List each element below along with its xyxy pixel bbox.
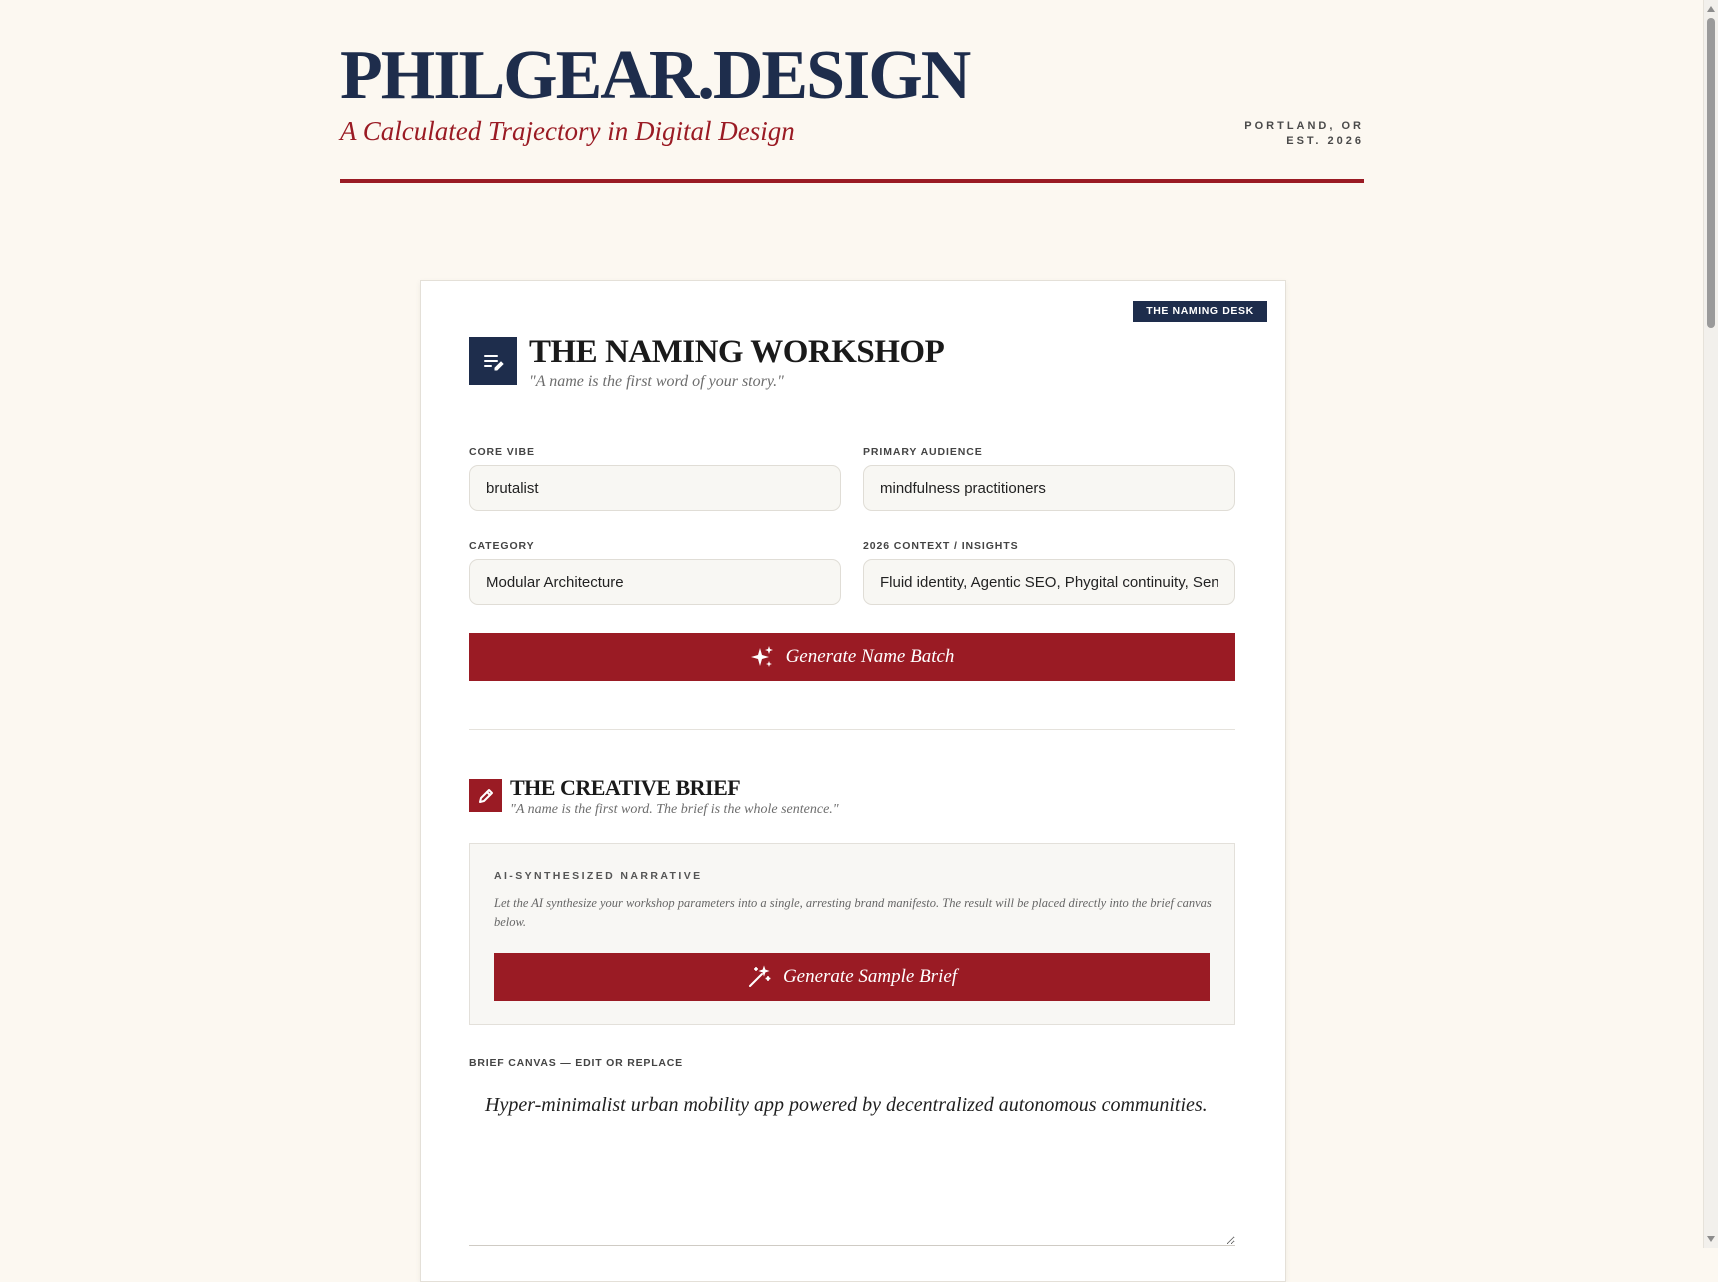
sparkles-icon (750, 645, 774, 669)
creative-brief-subtitle: "A name is the first word. The brief is the whole sentence." (510, 802, 839, 817)
notes-pen-icon (469, 337, 517, 385)
pencil-icon (469, 779, 502, 812)
ai-narrative-label: AI-SYNTHESIZED NARRATIVE (494, 870, 703, 882)
masthead-rule (340, 179, 1364, 183)
workshop-title: THE NAMING WORKSHOP (529, 334, 945, 370)
ai-narrative-panel (469, 843, 1235, 1025)
workshop-header (469, 334, 945, 392)
page-scrollbar[interactable] (1703, 0, 1718, 1248)
generate-name-batch-label: Generate Name Batch (785, 646, 955, 667)
location-city: PORTLAND, OR (1244, 120, 1364, 132)
creative-brief-header (469, 775, 839, 818)
context-input[interactable] (863, 559, 1235, 605)
location-stamp (1244, 119, 1364, 149)
ai-narrative-description: Let the AI synthesize your workshop parameters into a single, arresting brand manifesto. The result will be placed directly into the brief canvas below. (494, 896, 1212, 929)
scroll-down-arrow-icon[interactable] (1707, 1236, 1715, 1242)
scroll-up-arrow-icon[interactable] (1707, 6, 1715, 12)
generate-sample-brief-button[interactable] (494, 953, 1210, 1001)
generate-name-batch-button[interactable] (469, 633, 1235, 681)
naming-desk-badge: THE NAMING DESK (1133, 301, 1267, 322)
core-vibe-input[interactable] (469, 465, 841, 511)
primary-audience-label: PRIMARY AUDIENCE (863, 446, 983, 458)
magic-wand-icon (747, 965, 771, 989)
core-vibe-label: CORE VIBE (469, 446, 535, 458)
brief-canvas-textarea[interactable] (469, 1081, 1235, 1246)
category-label: CATEGORY (469, 540, 535, 552)
primary-audience-input[interactable] (863, 465, 1235, 511)
naming-workshop-card (420, 280, 1286, 1282)
context-label: 2026 CONTEXT / INSIGHTS (863, 540, 1019, 552)
generate-sample-brief-label: Generate Sample Brief (782, 966, 958, 987)
core-vibe-field-group (469, 446, 841, 511)
location-established: EST. 2026 (1286, 135, 1364, 147)
workshop-subtitle: "A name is the first word of your story." (529, 373, 784, 390)
primary-audience-field-group (863, 446, 1235, 511)
creative-brief-title: THE CREATIVE BRIEF (510, 775, 741, 800)
brief-canvas-label: BRIEF CANVAS — EDIT OR REPLACE (469, 1057, 683, 1069)
category-input[interactable] (469, 559, 841, 605)
site-brand[interactable]: PHILGEAR.DESIGN (340, 37, 970, 114)
category-field-group (469, 540, 841, 605)
scrollbar-thumb[interactable] (1707, 18, 1715, 328)
section-divider (469, 729, 1235, 730)
context-field-group (863, 540, 1235, 605)
masthead (340, 36, 1364, 148)
site-tagline: A Calculated Trajectory in Digital Design (340, 116, 795, 146)
